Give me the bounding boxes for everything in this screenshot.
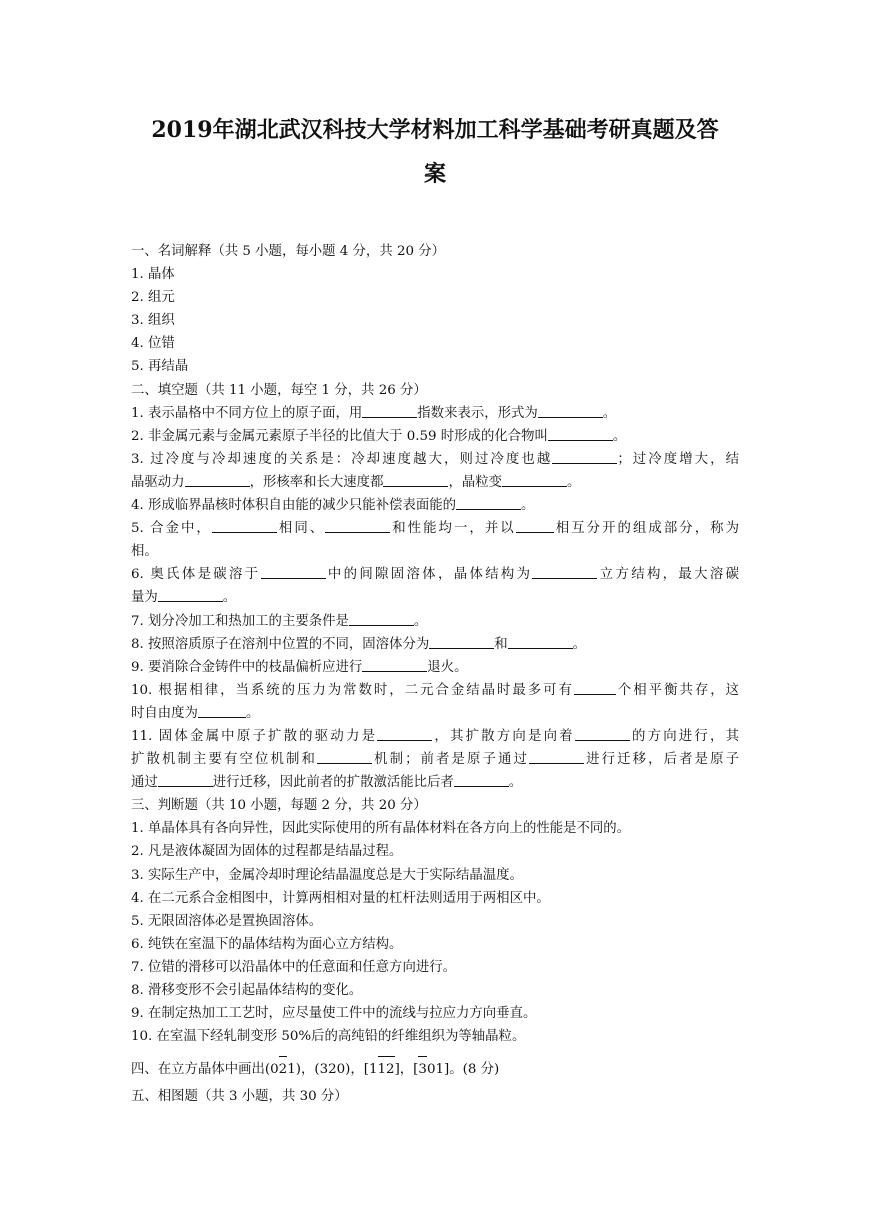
fill-question-4 xyxy=(131,494,739,517)
miller-index-plane-1 xyxy=(270,1062,296,1077)
q8-text-a: 8. 按照溶质原子在溶剂中位置的不同，固溶体分为 xyxy=(131,636,430,652)
q3-text-e: ，晶粒变 xyxy=(448,474,503,490)
q2-text-b: 。 xyxy=(612,428,627,444)
miller-index-plane-2: 320 xyxy=(319,1062,346,1078)
section-5-heading: 五、相图题（共 3 小题，共 30 分） xyxy=(131,1089,348,1105)
s4-sep: ]，[ xyxy=(394,1062,419,1078)
fill-question-11-line-3 xyxy=(131,771,739,794)
q3-text-a: 3. 过冷度与冷却速度的关系是：冷却速度越大，则过冷度也越 xyxy=(131,451,553,467)
fill-question-6-line-1 xyxy=(131,563,739,586)
q9-text-a: 9. 要消除合金铸件中的枝晶偏析应进行 xyxy=(131,659,363,675)
s4-sep: )，[ xyxy=(345,1062,369,1078)
q11-text-a: 11. 固体金属中原子扩散的驱动力是 xyxy=(131,728,378,744)
fill-question-3-line-2 xyxy=(131,471,739,494)
answer-blank xyxy=(325,519,390,533)
overbar xyxy=(378,1056,395,1057)
answer-blank xyxy=(548,427,613,441)
index-digit: 12 xyxy=(377,1062,395,1078)
q11-text-g: 通过 xyxy=(131,775,158,791)
answer-blank xyxy=(383,473,448,487)
q4-text-b: 。 xyxy=(521,498,535,514)
q5-text-c: 和性能均一，并以 xyxy=(390,521,516,537)
fill-question-6-line-2 xyxy=(131,586,739,609)
q6-text-a: 6. 奥氏体是碳溶于 xyxy=(131,567,261,583)
q11-text-h: 进行迁移，因此前者的扩散激活能比后者 xyxy=(212,775,454,791)
s1-item: 3. 组织 xyxy=(131,313,175,329)
answer-blank xyxy=(454,773,509,787)
judge-item: 3. 实际生产中，金属冷却时理论结晶温度总是大于实际结晶温度。 xyxy=(131,867,523,883)
miller-index-direction-2 xyxy=(418,1062,444,1077)
index-digit-overbar xyxy=(378,1058,395,1081)
q7-text-b: 。 xyxy=(413,613,428,629)
fill-question-9 xyxy=(131,656,739,679)
index-digit: 1 xyxy=(287,1062,296,1078)
miller-index-direction-1 xyxy=(369,1062,395,1077)
q5-text-a: 5. 合金中， xyxy=(131,521,212,537)
s4-tail: ]。(8 分) xyxy=(443,1062,500,1078)
answer-blank xyxy=(362,658,427,672)
section-1-heading: 一、名词解释（共 5 小题，每小题 4 分，共 20 分） xyxy=(131,244,446,259)
answer-blank xyxy=(532,565,597,579)
s1-item: 2. 组元 xyxy=(131,290,175,306)
q1-text-b: 指数来表示，形式为 xyxy=(417,405,538,421)
index-digit: 0 xyxy=(270,1062,279,1078)
q1-text-a: 1. 表示晶格中不同方位上的原子面，用 xyxy=(131,405,363,421)
q9-text-b: 退火。 xyxy=(427,659,468,675)
judge-item: 6. 纯铁在室温下的晶体结构为面心立方结构。 xyxy=(131,936,403,952)
q2-text-a: 2. 非金属元素与金属元素原子半径的比值大于 0.59 时形成的化合物叫 xyxy=(131,428,548,444)
answer-blank xyxy=(538,404,603,418)
answer-blank xyxy=(575,727,630,741)
section-4-heading xyxy=(131,1058,739,1081)
s1-item: 1. 晶体 xyxy=(131,267,175,283)
q11-text-d: 扩散机制主要有空位机制和 xyxy=(131,752,317,768)
s1-item: 5. 再结晶 xyxy=(131,359,189,375)
fill-question-10-line-1 xyxy=(131,679,739,702)
q11-text-i: 。 xyxy=(508,775,523,791)
spacer xyxy=(131,1048,739,1058)
judge-item: 2. 凡是液体凝固为固体的过程都是结晶过程。 xyxy=(131,844,403,860)
q11-text-b: ，其扩散方向是向着 xyxy=(432,728,575,744)
judge-item: 8. 滑移变形不会引起晶体结构的变化。 xyxy=(131,983,363,998)
q5-text-b: 相同、 xyxy=(276,521,326,537)
answer-blank xyxy=(377,727,432,741)
answer-blank xyxy=(212,519,277,533)
fill-question-2 xyxy=(131,425,739,448)
index-digit: 2 xyxy=(278,1062,288,1078)
q6-text-d: 量为 xyxy=(131,590,158,606)
q7-text-a: 7. 划分冷加工和热加工的主要条件是 xyxy=(131,613,349,629)
q6-text-b: 中的间隙固溶体，晶体结构为 xyxy=(325,567,533,583)
judge-item: 9. 在制定热加工工艺时，应尽量使工件中的流线与拉应力方向垂直。 xyxy=(131,1006,537,1022)
q8-text-b: 和 xyxy=(494,636,508,652)
fill-question-5-line-2: 相。 xyxy=(131,544,158,560)
fill-question-8 xyxy=(131,633,739,656)
answer-blank xyxy=(529,750,584,764)
index-digit-overbar xyxy=(418,1058,427,1081)
index-digit: 1 xyxy=(368,1062,378,1078)
answer-blank xyxy=(456,496,521,510)
s4-sep: )，( xyxy=(295,1062,320,1078)
answer-blank xyxy=(552,450,617,464)
exam-body xyxy=(131,240,739,1108)
fill-question-3-line-1 xyxy=(131,448,739,471)
answer-blank xyxy=(508,635,573,649)
section-3-heading: 三、判断题（共 10 小题，每题 2 分，共 20 分） xyxy=(131,798,427,814)
fill-question-1 xyxy=(131,402,739,425)
answer-blank xyxy=(502,473,567,487)
q10-text-b: 个相平衡共存，这 xyxy=(615,682,739,698)
index-digit-overbar xyxy=(279,1058,288,1081)
q6-text-e: 。 xyxy=(222,590,237,606)
q11-text-e: 机制；前者是原子通过 xyxy=(371,752,530,768)
overbar xyxy=(418,1056,427,1057)
judge-item: 1. 单晶体具有各向异性，因此实际使用的所有晶体材料在各方向上的性能是不同的。 xyxy=(131,821,631,837)
document-title-line-1: 2019年湖北武汉科技大学材料加工科学基础考研真题及答 xyxy=(151,117,719,143)
q4-text-a: 4. 形成临界晶核时体积自由能的减少只能补偿表面能的 xyxy=(131,498,457,514)
answer-blank xyxy=(516,519,554,533)
judge-item: 4. 在二元系合金相图中，计算两相相对量的杠杆法则适用于两相区中。 xyxy=(131,890,550,906)
q5-text-d: 相互分开的组成部分，称为 xyxy=(553,521,739,537)
judge-item: 7. 位错的滑移可以沿晶体中的任意面和任意方向进行。 xyxy=(131,959,457,975)
answer-blank xyxy=(574,681,616,695)
section-2-heading: 二、填空题（共 11 小题，每空 1 分，共 26 分） xyxy=(131,382,427,398)
index-digit: 3 xyxy=(418,1062,427,1078)
q8-text-c: 。 xyxy=(572,636,587,652)
q3-text-c: 晶驱动力 xyxy=(131,474,185,490)
fill-question-5-line-1 xyxy=(131,517,739,540)
answer-blank xyxy=(158,773,213,787)
q10-text-c: 时自由度为 xyxy=(131,705,198,721)
answer-blank xyxy=(362,404,417,418)
document-title-line-2: 案 xyxy=(423,161,446,187)
answer-blank xyxy=(261,565,326,579)
judge-item: 5. 无限固溶体必是置换固溶体。 xyxy=(131,913,323,929)
q3-text-f: 。 xyxy=(567,474,581,490)
q3-text-d: ，形核率和长大速度都 xyxy=(249,474,384,490)
s4-lead: 四、在立方晶体中画出( xyxy=(131,1062,271,1078)
q3-text-b: ；过冷度增大，结 xyxy=(617,451,740,467)
fill-question-11-line-2 xyxy=(131,748,739,771)
fill-question-10-line-2 xyxy=(131,702,739,725)
q11-text-f: 进行迁移，后者是原子 xyxy=(584,752,740,768)
q10-text-d: 。 xyxy=(245,705,260,721)
q11-text-c: 的方向进行，其 xyxy=(629,728,740,744)
judge-item: 10. 在室温下经轧制变形 50%后的高纯铅的纤维组织为等轴晶粒。 xyxy=(131,1029,526,1045)
s1-item: 4. 位错 xyxy=(131,336,175,352)
q6-text-c: 立方结构，最大溶碳 xyxy=(597,567,740,583)
answer-blank xyxy=(185,473,250,487)
index-digit: 01 xyxy=(426,1062,444,1078)
answer-blank xyxy=(158,588,223,602)
answer-blank xyxy=(198,704,246,718)
fill-question-11-line-1 xyxy=(131,725,739,748)
fill-question-7 xyxy=(131,610,739,633)
q10-text-a: 10. 根据相律，当系统的压力为常数时，二元合金结晶时最多可有 xyxy=(131,682,574,698)
overbar xyxy=(279,1056,288,1057)
q1-text-c: 。 xyxy=(602,405,617,421)
answer-blank xyxy=(429,635,494,649)
answer-blank xyxy=(349,612,414,626)
answer-blank xyxy=(317,750,372,764)
